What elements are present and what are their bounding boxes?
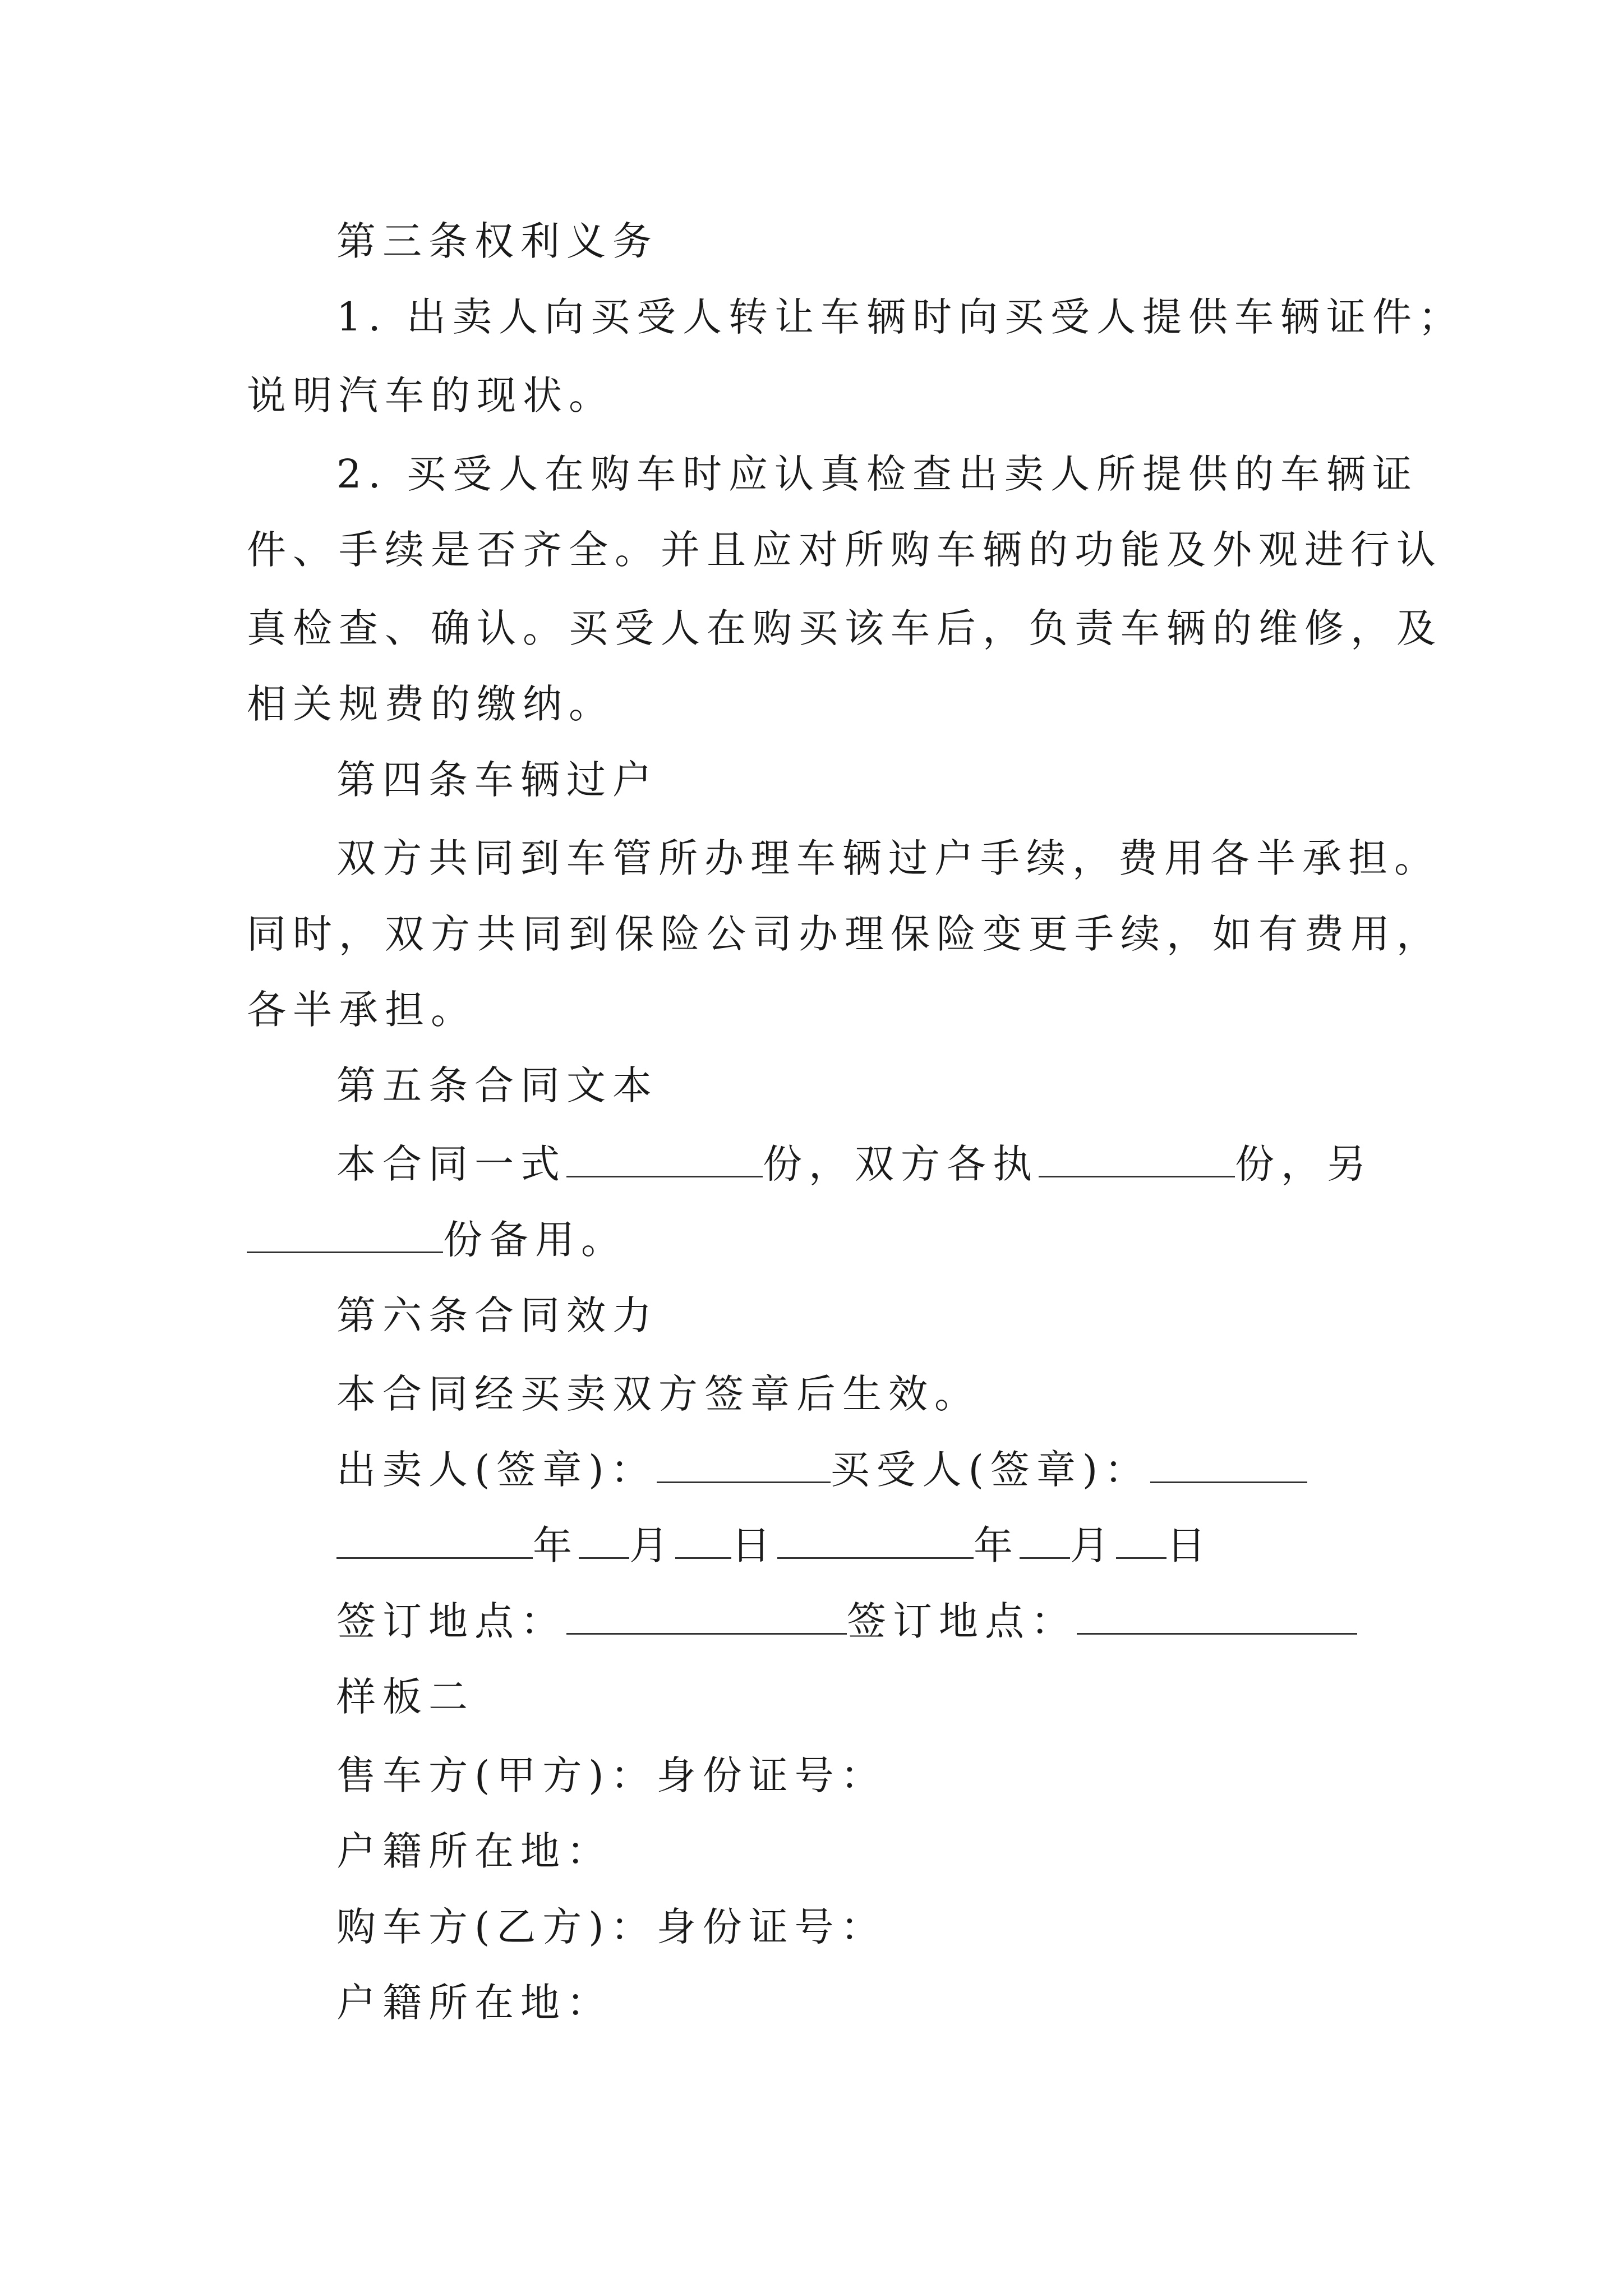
seller-year-label: 年 <box>533 1522 579 1568</box>
buyer-day-blank <box>1116 1518 1166 1559</box>
buyer-residence-line: 户籍所在地： <box>336 1980 612 2026</box>
buyer-party-line: 购车方(乙方)：身份证号： <box>336 1904 887 1950</box>
buyer-place-label: 签订地点： <box>847 1598 1077 1644</box>
article-6-para: 本合同经买卖双方签章后生效。 <box>336 1371 980 1417</box>
signing-place-line <box>336 1593 1503 1649</box>
seller-day-label: 日 <box>731 1522 777 1568</box>
buyer-year-blank <box>777 1518 974 1559</box>
copies-extra-label: 份，另 <box>1235 1141 1373 1187</box>
copies-total-label: 本合同一式 <box>336 1141 566 1187</box>
seller-month-label: 月 <box>629 1522 675 1568</box>
article-3-clause-2-line-1: 2. 买受人在购车时应认真检查出卖人所提供的车辆证 <box>336 451 1419 497</box>
article-3-clause-2-line-2: 件、手续是否齐全。并且应对所购车辆的功能及外观进行认 <box>247 527 1442 573</box>
article-3-clause-2-line-3: 真检查、确认。买受人在购买该车后，负责车辆的维修，及 <box>247 605 1442 651</box>
article-3-clause-2-line-4: 相关规费的缴纳。 <box>247 681 615 727</box>
article-4-para-line-1: 双方共同到车管所办理车辆过户手续，费用各半承担。 <box>336 835 1440 881</box>
buyer-day-label: 日 <box>1166 1522 1212 1568</box>
buyer-month-label: 月 <box>1070 1522 1116 1568</box>
article-4-para-line-2: 同时，双方共同到保险公司办理保险变更手续，如有费用， <box>247 911 1442 957</box>
copies-total-blank <box>566 1137 763 1177</box>
buyer-place-blank <box>1077 1594 1357 1635</box>
article-3-clause-1-line-1: 1. 出卖人向买受人转让车辆时向买受人提供车辆证件； <box>336 294 1465 340</box>
article-4-para-line-3: 各半承担。 <box>247 987 477 1033</box>
buyer-year-label: 年 <box>974 1522 1020 1568</box>
date-line <box>336 1517 1503 1573</box>
seller-year-blank <box>336 1518 533 1559</box>
copies-spare-blank <box>247 1212 443 1253</box>
sample-2-heading: 样板二 <box>336 1674 474 1720</box>
signature-line <box>336 1442 1503 1498</box>
copies-spare-label: 份备用。 <box>443 1217 627 1263</box>
seller-day-blank <box>675 1518 731 1559</box>
buyer-month-blank <box>1020 1518 1070 1559</box>
article-3-clause-1-line-2: 说明汽车的现状。 <box>247 372 615 418</box>
seller-place-blank <box>566 1594 847 1635</box>
buyer-signature-blank <box>1150 1442 1307 1483</box>
seller-place-label: 签订地点： <box>336 1598 566 1644</box>
buyer-signature-label: 买受人(签章)： <box>830 1447 1151 1493</box>
copies-each-blank <box>1039 1137 1235 1177</box>
seller-signature-label: 出卖人(签章)： <box>336 1447 657 1493</box>
copies-each-label: 份，双方各执 <box>763 1141 1039 1187</box>
seller-residence-line: 户籍所在地： <box>336 1828 612 1874</box>
article-4-heading: 第四条车辆过户 <box>336 757 658 803</box>
seller-party-line: 售车方(甲方)：身份证号： <box>336 1752 887 1798</box>
article-5-para-line-1 <box>336 1136 1503 1192</box>
seller-month-blank <box>579 1518 629 1559</box>
seller-signature-blank <box>657 1442 831 1483</box>
article-6-heading: 第六条合同效力 <box>336 1292 658 1338</box>
article-5-para-line-2 <box>247 1212 1413 1268</box>
article-3-heading: 第三条权利义务 <box>336 218 658 264</box>
article-5-heading: 第五条合同文本 <box>336 1062 658 1108</box>
